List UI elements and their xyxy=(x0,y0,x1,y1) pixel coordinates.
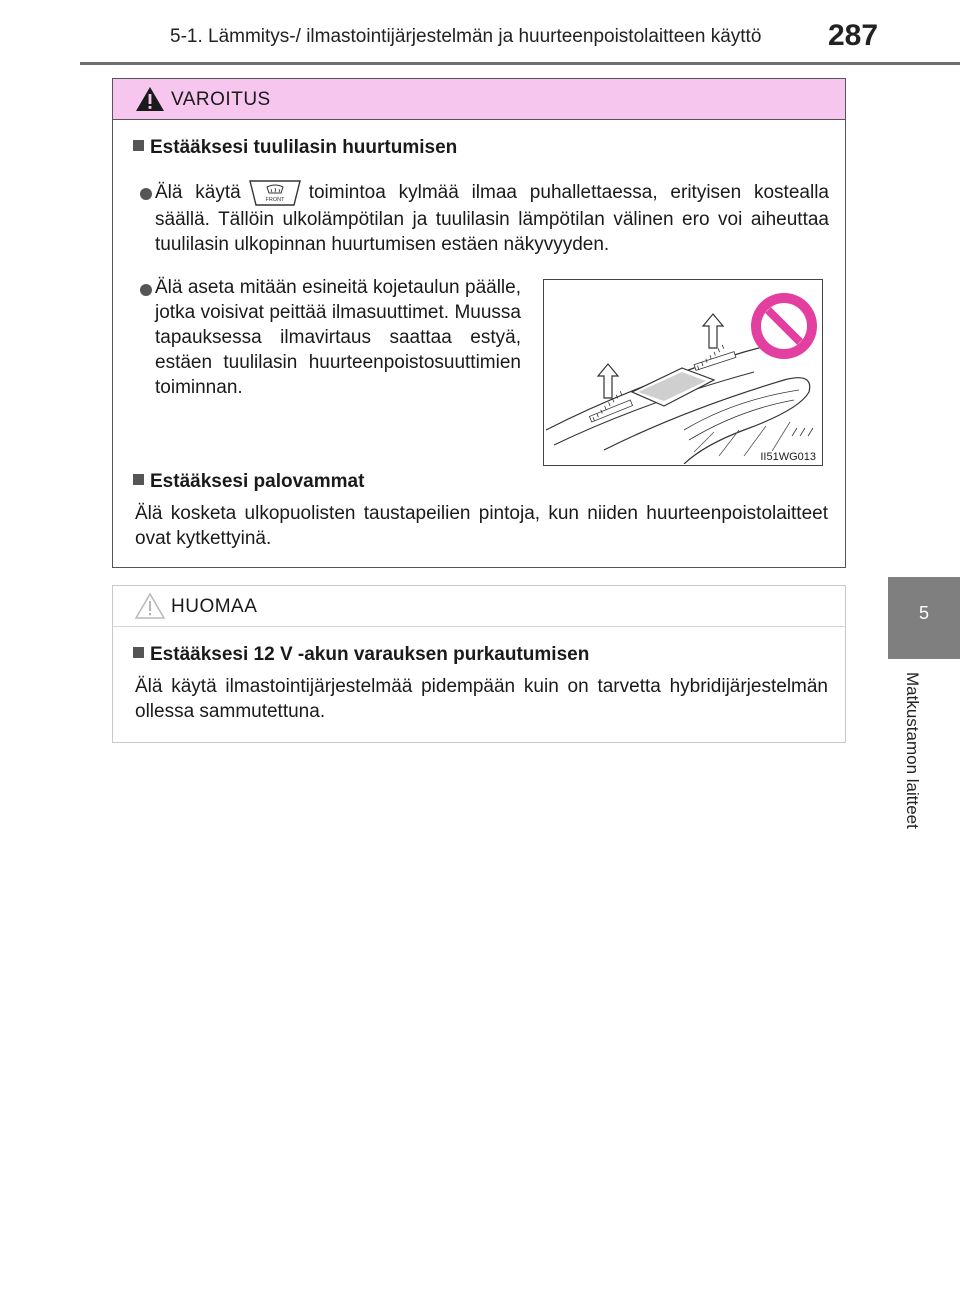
section-heading-battery: Estääksesi 12 V -akun varauksen purkautumisen xyxy=(133,644,589,666)
caution-triangle-icon xyxy=(135,592,165,620)
airflow-arrow-icon xyxy=(703,314,723,348)
note-header xyxy=(113,586,845,627)
section-heading-burns: Estääksesi palovammat xyxy=(133,471,364,493)
bullet-dot-icon xyxy=(140,188,152,200)
square-bullet-icon xyxy=(133,140,144,151)
bullet-text-end: toimintoa kylmää ilmaa puhallettaessa, erityisen kostealla säällä. Tällöin ulkolämpötilan ja tuulilasin lämpötilan välinen ero voi aiheuttaa tuulilasin ulkopinnan huurtumisen estäen näkyvyyden. xyxy=(155,182,829,255)
battery-note-text: Älä käytä ilmastointijärjestelmää pidempään kuin on tarvetta hybridijärjestelmän ollessa sammutettuna. xyxy=(135,676,828,722)
bullet-defrost-warning xyxy=(155,179,829,257)
bullet-text-start: Älä käytä xyxy=(155,182,241,204)
square-bullet-icon xyxy=(133,474,144,485)
note-label: HUOMAA xyxy=(171,596,258,617)
page-number: 287 xyxy=(828,19,879,52)
figure-code: II51WG013 xyxy=(760,451,816,463)
bullet-dot-icon xyxy=(140,284,152,296)
section-heading-fogging: Estääksesi tuulilasin huurtumisen xyxy=(133,137,457,159)
front-defroster-button-icon xyxy=(247,179,303,207)
warning-header xyxy=(113,79,845,120)
page-header xyxy=(0,0,960,64)
chapter-label: Matkustamon laitteet xyxy=(903,672,922,829)
header-divider xyxy=(80,62,960,65)
square-bullet-icon xyxy=(133,647,144,658)
header-title: 5-1. Lämmitys-/ ilmastointijärjestelmän ja huurteenpoistolaitteen käyttö xyxy=(170,26,762,47)
burns-warning-text: Älä kosketa ulkopuolisten taustapeilien pintoja, kun niiden huurteenpoistolaitteet ovat kytkettyinä. xyxy=(135,503,828,549)
dashboard-illustration xyxy=(543,279,823,466)
bullet-vents-warning: Älä aseta mitään esineitä kojetaulun päälle, jotka voisivat peittää ilmasuuttimet. Muussa tapauksessa ilmavirtaus saattaa estyä, estäen tuulilasin huurteenpoistosuuttimien toiminnan. xyxy=(155,277,521,398)
front-label: FRONT xyxy=(265,197,285,203)
note-box xyxy=(112,585,846,743)
warning-label: VAROITUS xyxy=(171,89,271,110)
warning-triangle-icon xyxy=(135,85,165,113)
blocked-vent-illustration xyxy=(544,280,821,464)
warning-box xyxy=(112,78,846,568)
chapter-number: 5 xyxy=(918,603,929,623)
chapter-tab xyxy=(888,577,960,659)
airflow-arrow-icon xyxy=(598,364,618,398)
